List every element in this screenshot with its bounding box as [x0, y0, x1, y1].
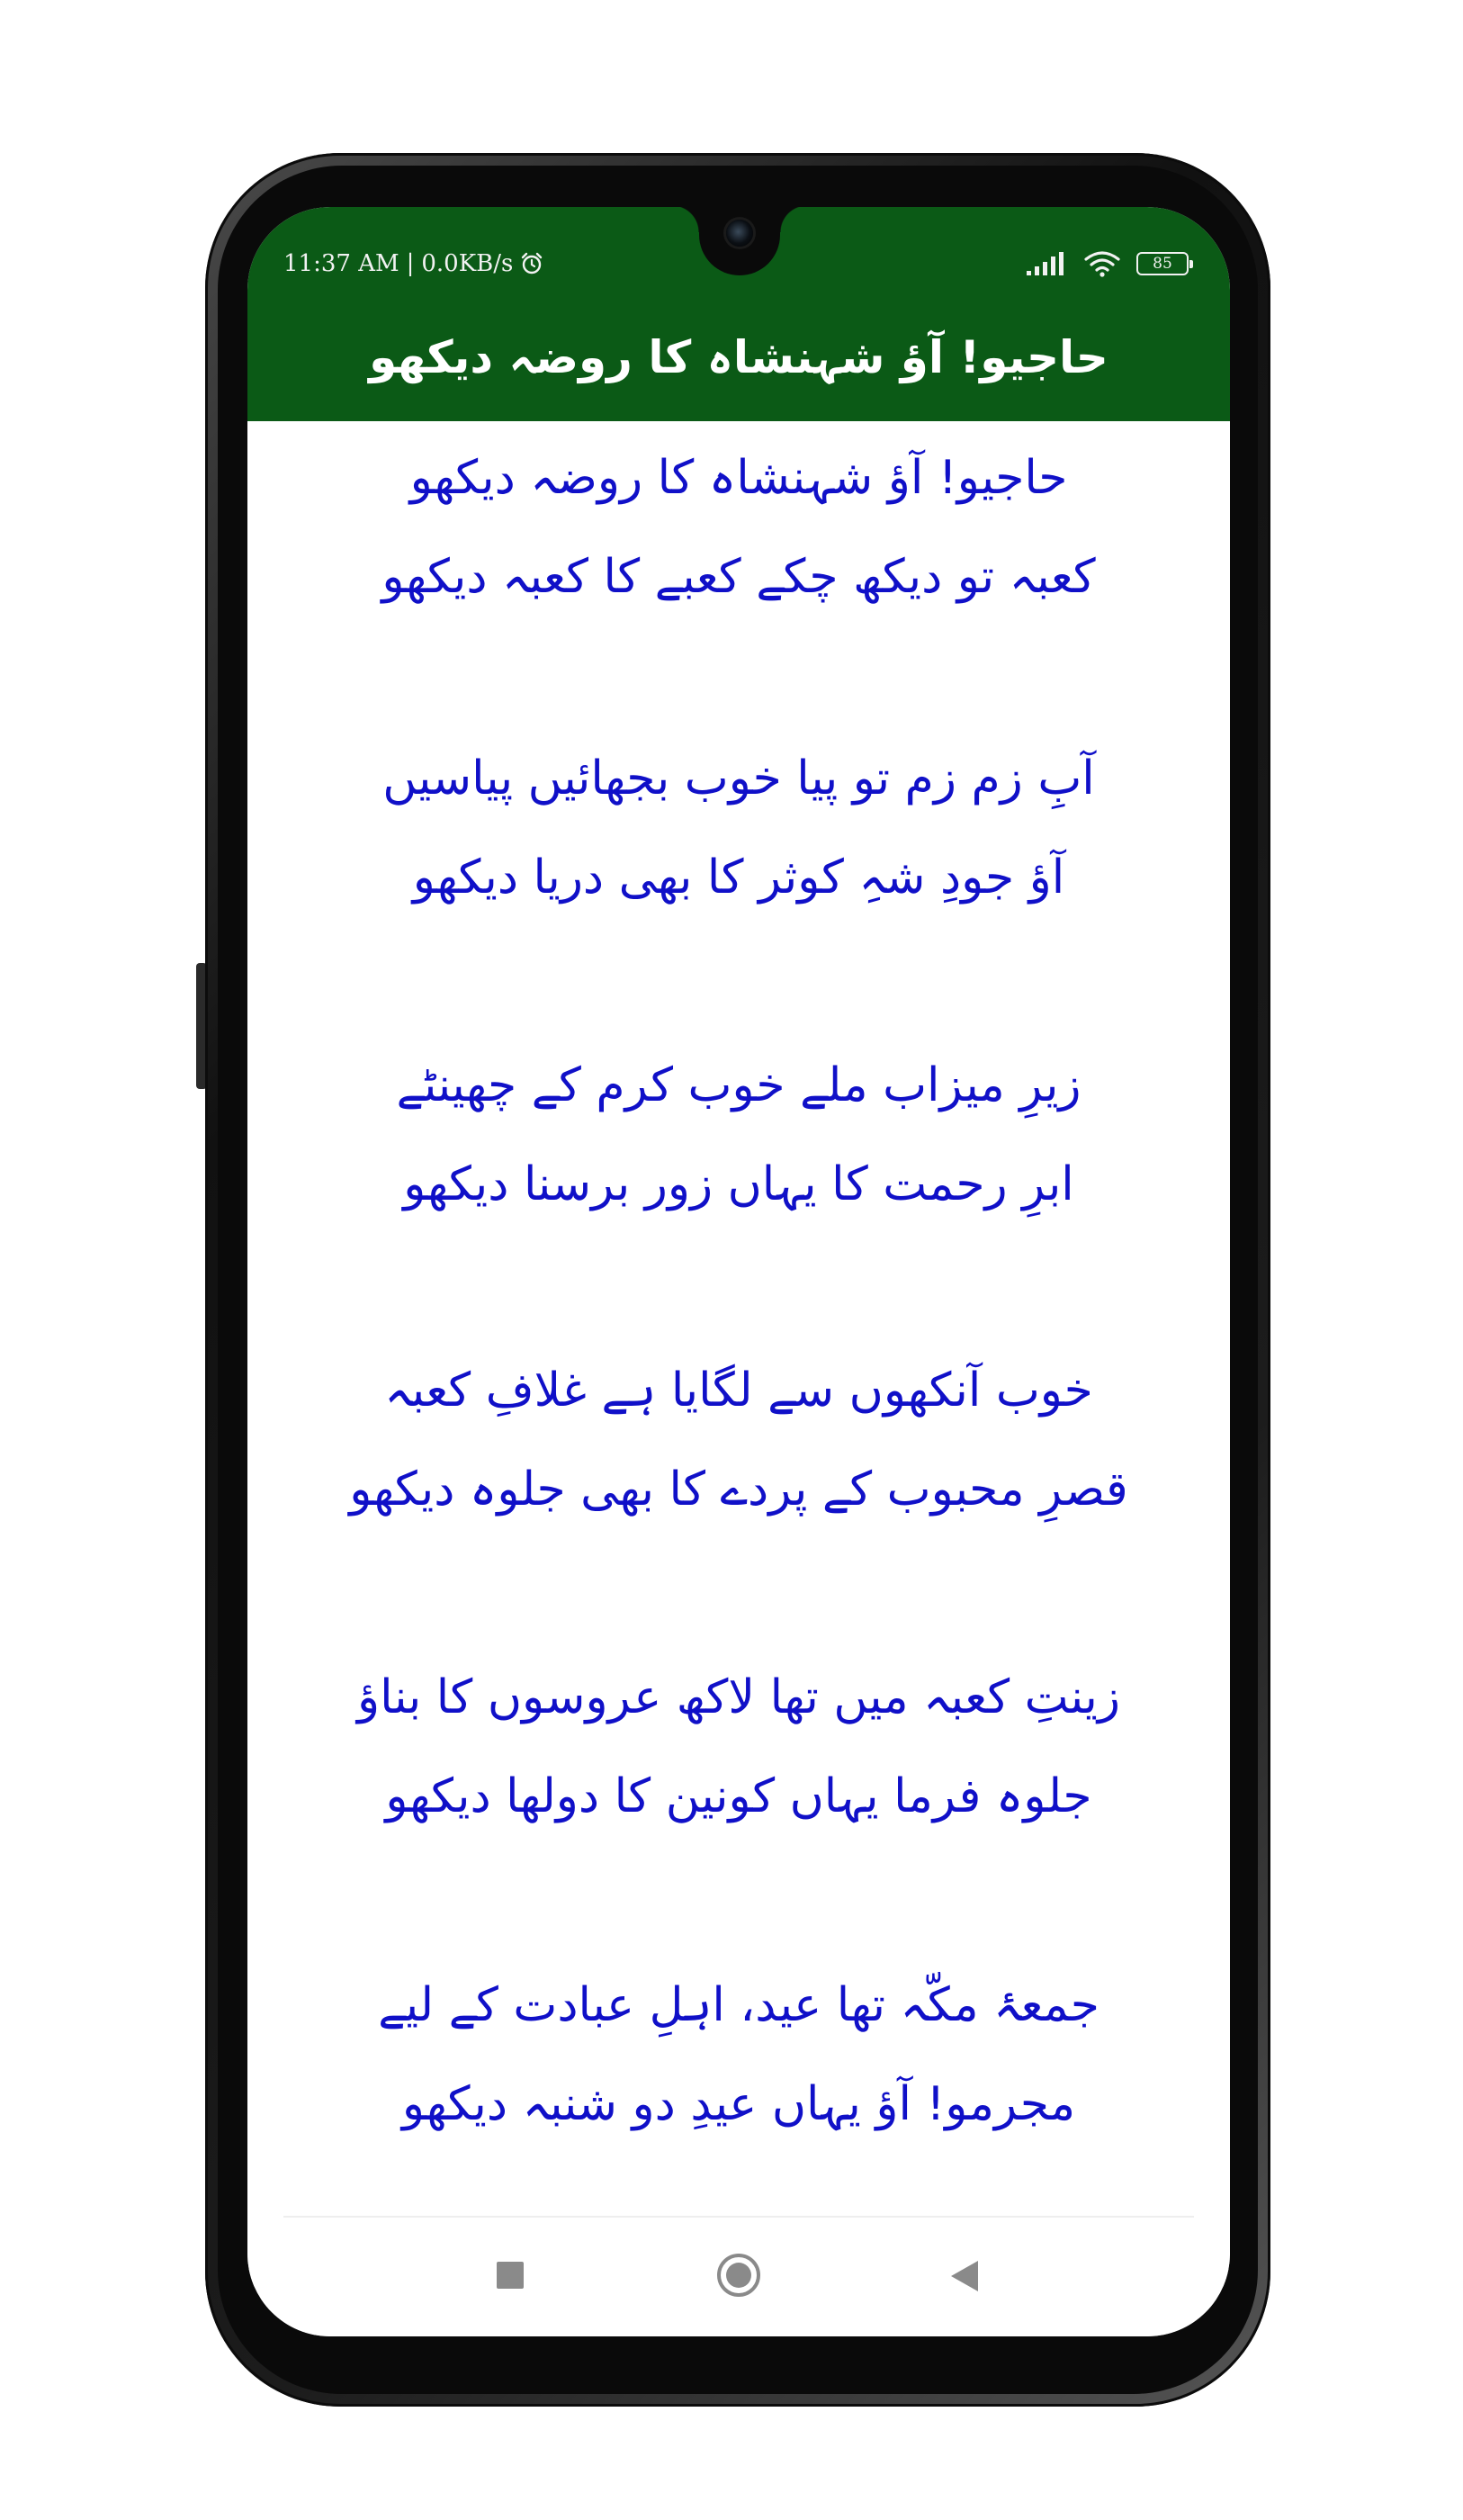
- verse-line: مجرمو! آؤ یہاں عیدِ دو شنبہ دیکھو: [401, 2077, 1076, 2131]
- stanza: [247, 1341, 1230, 1539]
- verse-line: جلوہ فرما یہاں کونین کا دولھا دیکھو: [385, 1769, 1092, 1823]
- phone-screen: [247, 207, 1230, 2336]
- front-camera-icon: [726, 220, 753, 247]
- verse-line: کعبہ تو دیکھ چکے کعبے کا کعبہ دیکھو: [381, 550, 1096, 604]
- status-right: [1025, 250, 1189, 277]
- page-title: حاجیو! آؤ شہنشاہ کا روضہ دیکھو: [369, 331, 1108, 383]
- home-button[interactable]: [717, 2254, 760, 2297]
- stanza: [247, 428, 1230, 626]
- stanza: [247, 1648, 1230, 1846]
- verse-line: آبِ زم زم تو پیا خوب بجھائیں پیاسیں: [382, 752, 1095, 806]
- alarm-clock-icon: [520, 252, 543, 275]
- stanza: [247, 729, 1230, 927]
- verse-line: ابرِ رحمت کا یہاں زور برسنا دیکھو: [403, 1157, 1074, 1211]
- navigation-bar: [247, 2218, 1230, 2336]
- poem-content[interactable]: [247, 421, 1230, 2212]
- stanza: [247, 1956, 1230, 2154]
- verse-line: جمعۂ مکّہ تھا عید، اہلِ عبادت کے لیے: [378, 1978, 1099, 2032]
- verse-line: قصرِ محبوب کے پردے کا بھی جلوہ دیکھو: [349, 1462, 1128, 1516]
- cell-signal-icon: [1025, 251, 1068, 276]
- status-left: [283, 250, 543, 277]
- verse-line: زیرِ میزاب ملے خوب کرم کے چھینٹے: [396, 1058, 1082, 1112]
- recents-button[interactable]: [497, 2262, 524, 2289]
- stanza: [247, 1036, 1230, 1234]
- verse-line: خوب آنکھوں سے لگایا ہے غلافِ کعبہ: [384, 1364, 1093, 1418]
- verse-line: زینتِ کعبہ میں تھا لاکھ عروسوں کا بناؤ: [357, 1670, 1120, 1724]
- verse-line: آؤ جودِ شہِ کوثر کا بھی دریا دیکھو: [412, 850, 1065, 904]
- battery-level: 85: [1153, 255, 1172, 273]
- verse-line: حاجیو! آؤ شہنشاہ کا روضہ دیکھو: [409, 451, 1068, 505]
- back-button[interactable]: [951, 2261, 978, 2291]
- status-time: 11:37 AM: [283, 250, 399, 277]
- network-speed: 0.0KB/s: [421, 250, 514, 277]
- wifi-icon: [1084, 250, 1120, 277]
- status-separator: |: [406, 250, 415, 277]
- battery-icon: [1136, 252, 1189, 275]
